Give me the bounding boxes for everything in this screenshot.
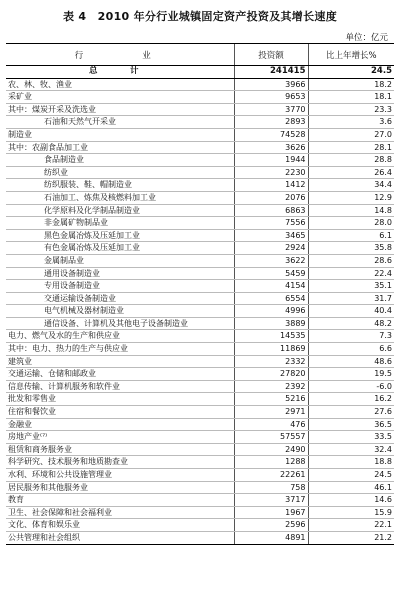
growth-value: 19.5 <box>308 368 394 381</box>
table-row <box>6 267 394 280</box>
industry-name: 建筑业 <box>6 355 234 368</box>
growth-value: 35.1 <box>308 280 394 293</box>
industry-name: 有色金属冶炼及压延加工业 <box>6 242 234 255</box>
total-growth: 24.5 <box>308 66 394 79</box>
table-row <box>6 393 394 406</box>
table-row <box>6 531 394 544</box>
table-row <box>6 154 394 167</box>
industry-name: 纺织服装、鞋、帽制造业 <box>6 179 234 192</box>
industry-name: 科学研究、技术服务和地质勘查业 <box>6 456 234 469</box>
table-row <box>6 418 394 431</box>
growth-value: 21.2 <box>308 531 394 544</box>
unit-label: 单位：亿元 <box>345 33 388 43</box>
growth-value: 28.8 <box>308 154 394 167</box>
growth-value: 28.6 <box>308 254 394 267</box>
investment-value: 2893 <box>234 116 308 129</box>
table-row <box>6 128 394 141</box>
header-row <box>6 44 394 66</box>
growth-value: 48.2 <box>308 317 394 330</box>
growth-value: 46.1 <box>308 481 394 494</box>
investment-table <box>6 43 394 545</box>
table-row <box>6 355 394 368</box>
growth-value: 27.0 <box>308 128 394 141</box>
total-label: 总 计 <box>6 66 234 79</box>
investment-value: 1967 <box>234 506 308 519</box>
growth-value: 16.2 <box>308 393 394 406</box>
table-row <box>6 368 394 381</box>
investment-value: 14535 <box>234 330 308 343</box>
table-row <box>6 141 394 154</box>
table-row <box>6 317 394 330</box>
investment-value: 3465 <box>234 229 308 242</box>
table-row <box>6 280 394 293</box>
industry-name: 其中：电力、热力的生产与供应业 <box>6 343 234 356</box>
growth-value: 40.4 <box>308 305 394 318</box>
growth-value: 3.6 <box>308 116 394 129</box>
industry-name: 化学原料及化学制品制造业 <box>6 204 234 217</box>
investment-value: 3889 <box>234 317 308 330</box>
growth-value: 32.4 <box>308 443 394 456</box>
table-row <box>6 179 394 192</box>
industry-name: 石油加工、炼焦及核燃料加工业 <box>6 191 234 204</box>
growth-value: 27.6 <box>308 406 394 419</box>
investment-value: 2230 <box>234 166 308 179</box>
investment-value: 1944 <box>234 154 308 167</box>
investment-value: 6554 <box>234 292 308 305</box>
industry-name: 居民服务和其他服务业 <box>6 481 234 494</box>
industry-name: 专用设备制造业 <box>6 280 234 293</box>
growth-value: 18.8 <box>308 456 394 469</box>
growth-value: 28.1 <box>308 141 394 154</box>
industry-name: 其中：煤炭开采及洗选业 <box>6 103 234 116</box>
investment-value: 2392 <box>234 380 308 393</box>
industry-name: 房地产业⁽⁷⁾ <box>6 431 234 444</box>
industry-name: 石油和天然气开采业 <box>6 116 234 129</box>
investment-value: 476 <box>234 418 308 431</box>
growth-value: 31.7 <box>308 292 394 305</box>
growth-value: 6.1 <box>308 229 394 242</box>
table-row <box>6 217 394 230</box>
industry-name: 金融业 <box>6 418 234 431</box>
growth-value: 33.5 <box>308 431 394 444</box>
table-row <box>6 431 394 444</box>
growth-value: 28.0 <box>308 217 394 230</box>
investment-value: 74528 <box>234 128 308 141</box>
total-investment: 241415 <box>234 66 308 79</box>
table-row <box>6 166 394 179</box>
growth-value: 12.9 <box>308 191 394 204</box>
industry-name: 其中：农副食品加工业 <box>6 141 234 154</box>
investment-value: 4996 <box>234 305 308 318</box>
table-row <box>6 330 394 343</box>
industry-name: 采矿业 <box>6 91 234 104</box>
investment-value: 4154 <box>234 280 308 293</box>
header-growth: 比上年增长% <box>308 44 394 66</box>
growth-value: 22.1 <box>308 519 394 532</box>
investment-value: 3717 <box>234 494 308 507</box>
table-row <box>6 292 394 305</box>
table-row <box>6 116 394 129</box>
table-row <box>6 204 394 217</box>
table-row <box>6 481 394 494</box>
growth-value: 14.6 <box>308 494 394 507</box>
investment-value: 2076 <box>234 191 308 204</box>
investment-value: 6863 <box>234 204 308 217</box>
table-row <box>6 456 394 469</box>
growth-value: 18.2 <box>308 78 394 91</box>
table-row <box>6 305 394 318</box>
investment-value: 27820 <box>234 368 308 381</box>
industry-name: 黑色金属冶炼及压延加工业 <box>6 229 234 242</box>
growth-value: 18.1 <box>308 91 394 104</box>
industry-name: 信息传输、计算机服务和软件业 <box>6 380 234 393</box>
table-row <box>6 91 394 104</box>
growth-value: 24.5 <box>308 469 394 482</box>
table-row <box>6 406 394 419</box>
growth-value: 15.9 <box>308 506 394 519</box>
industry-name: 公共管理和社会组织 <box>6 531 234 544</box>
investment-value: 3622 <box>234 254 308 267</box>
table-row <box>6 519 394 532</box>
investment-value: 7556 <box>234 217 308 230</box>
header-investment: 投资额 <box>234 44 308 66</box>
growth-value: 26.4 <box>308 166 394 179</box>
industry-name: 非金属矿物制品业 <box>6 217 234 230</box>
table-row <box>6 343 394 356</box>
growth-value: 6.6 <box>308 343 394 356</box>
table-title: 表 4 2010 年分行业城镇固定资产投资及其增长速度 <box>62 10 338 23</box>
investment-value: 1288 <box>234 456 308 469</box>
industry-name: 水利、环境和公共设施管理业 <box>6 469 234 482</box>
investment-value: 2924 <box>234 242 308 255</box>
investment-value: 758 <box>234 481 308 494</box>
industry-name: 农、林、牧、渔业 <box>6 78 234 91</box>
investment-value: 3626 <box>234 141 308 154</box>
table-row <box>6 103 394 116</box>
growth-value: 35.8 <box>308 242 394 255</box>
table-row <box>6 254 394 267</box>
investment-value: 9653 <box>234 91 308 104</box>
industry-name: 通用设备制造业 <box>6 267 234 280</box>
growth-value: 14.8 <box>308 204 394 217</box>
table-row <box>6 380 394 393</box>
investment-value: 1412 <box>234 179 308 192</box>
growth-value: 34.4 <box>308 179 394 192</box>
growth-value: 22.4 <box>308 267 394 280</box>
table-row <box>6 443 394 456</box>
industry-name: 制造业 <box>6 128 234 141</box>
table-row <box>6 469 394 482</box>
table-row <box>6 506 394 519</box>
growth-value: 36.5 <box>308 418 394 431</box>
investment-value: 2596 <box>234 519 308 532</box>
investment-value: 2332 <box>234 355 308 368</box>
investment-value: 4891 <box>234 531 308 544</box>
industry-name: 文化、体育和娱乐业 <box>6 519 234 532</box>
investment-value: 5459 <box>234 267 308 280</box>
growth-value: -6.0 <box>308 380 394 393</box>
investment-value: 2971 <box>234 406 308 419</box>
industry-name: 食品制造业 <box>6 154 234 167</box>
investment-value: 3770 <box>234 103 308 116</box>
growth-value: 48.6 <box>308 355 394 368</box>
industry-name: 卫生、社会保障和社会福利业 <box>6 506 234 519</box>
industry-name: 住宿和餐饮业 <box>6 406 234 419</box>
industry-name: 教育 <box>6 494 234 507</box>
table-row <box>6 494 394 507</box>
industry-name: 金属制品业 <box>6 254 234 267</box>
header-industry: 行 业 <box>6 44 234 66</box>
table-row <box>6 191 394 204</box>
table-row <box>6 242 394 255</box>
table-row <box>6 78 394 91</box>
investment-value: 5216 <box>234 393 308 406</box>
investment-value: 2490 <box>234 443 308 456</box>
industry-name: 通信设备、计算机及其他电子设备制造业 <box>6 317 234 330</box>
investment-value: 11869 <box>234 343 308 356</box>
growth-value: 7.3 <box>308 330 394 343</box>
industry-name: 交通运输设备制造业 <box>6 292 234 305</box>
industry-name: 批发和零售业 <box>6 393 234 406</box>
total-row <box>6 66 394 79</box>
industry-name: 电气机械及器材制造业 <box>6 305 234 318</box>
industry-name: 交通运输、仓储和邮政业 <box>6 368 234 381</box>
investment-value: 22261 <box>234 469 308 482</box>
investment-value: 3966 <box>234 78 308 91</box>
industry-name: 纺织业 <box>6 166 234 179</box>
investment-value: 57557 <box>234 431 308 444</box>
industry-name: 租赁和商务服务业 <box>6 443 234 456</box>
table-row <box>6 229 394 242</box>
growth-value: 23.3 <box>308 103 394 116</box>
industry-name: 电力、燃气及水的生产和供应业 <box>6 330 234 343</box>
